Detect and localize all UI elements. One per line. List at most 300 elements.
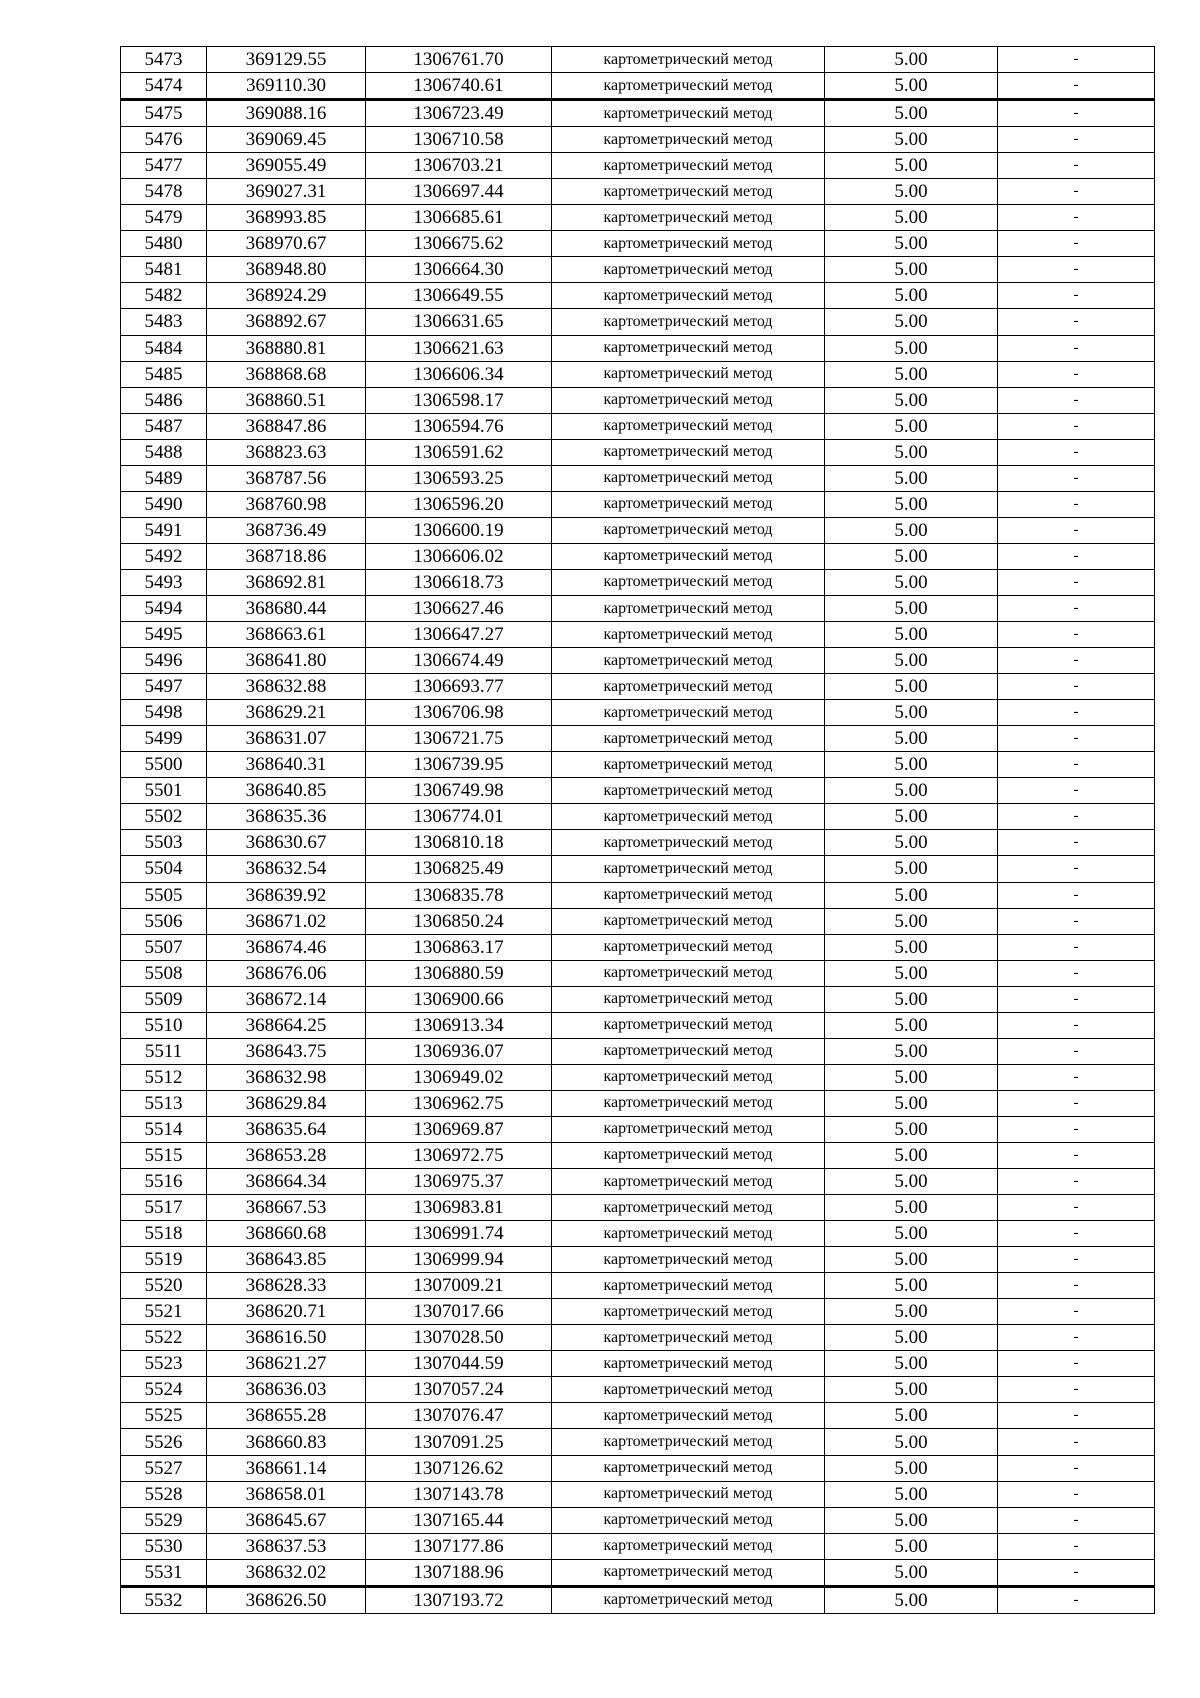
- note-cell: -: [998, 1195, 1155, 1221]
- table-row: [121, 1377, 1155, 1403]
- method-cell: картометрический метод: [552, 127, 825, 153]
- accuracy-cell: 5.00: [825, 1559, 998, 1586]
- table-row: [121, 309, 1155, 335]
- method-cell: картометрический метод: [552, 1221, 825, 1247]
- point-number-cell: 5491: [121, 517, 207, 543]
- table-row: [121, 804, 1155, 830]
- note-cell: -: [998, 1221, 1155, 1247]
- x-coordinate-cell: 368643.75: [207, 1038, 366, 1064]
- x-coordinate-cell: 368635.64: [207, 1116, 366, 1142]
- note-cell: -: [998, 47, 1155, 73]
- y-coordinate-cell: 1306631.65: [366, 309, 552, 335]
- note-cell: -: [998, 700, 1155, 726]
- y-coordinate-cell: 1307165.44: [366, 1507, 552, 1533]
- accuracy-cell: 5.00: [825, 1325, 998, 1351]
- y-coordinate-cell: 1306900.66: [366, 986, 552, 1012]
- method-cell: картометрический метод: [552, 1064, 825, 1090]
- method-cell: картометрический метод: [552, 595, 825, 621]
- accuracy-cell: 5.00: [825, 205, 998, 231]
- note-cell: -: [998, 205, 1155, 231]
- point-number-cell: 5509: [121, 986, 207, 1012]
- point-number-cell: 5521: [121, 1299, 207, 1325]
- method-cell: картометрический метод: [552, 1533, 825, 1559]
- accuracy-cell: 5.00: [825, 465, 998, 491]
- x-coordinate-cell: 368847.86: [207, 413, 366, 439]
- table-row: [121, 127, 1155, 153]
- method-cell: картометрический метод: [552, 153, 825, 179]
- point-number-cell: 5480: [121, 231, 207, 257]
- note-cell: -: [998, 622, 1155, 648]
- method-cell: картометрический метод: [552, 1403, 825, 1429]
- point-number-cell: 5524: [121, 1377, 207, 1403]
- point-number-cell: 5505: [121, 882, 207, 908]
- point-number-cell: 5522: [121, 1325, 207, 1351]
- x-coordinate-cell: 368787.56: [207, 465, 366, 491]
- method-cell: картометрический метод: [552, 752, 825, 778]
- note-cell: -: [998, 1142, 1155, 1168]
- method-cell: картометрический метод: [552, 1559, 825, 1586]
- method-cell: картометрический метод: [552, 1195, 825, 1221]
- accuracy-cell: 5.00: [825, 569, 998, 595]
- note-cell: -: [998, 1169, 1155, 1195]
- accuracy-cell: 5.00: [825, 674, 998, 700]
- table-row: [121, 700, 1155, 726]
- table-row: [121, 465, 1155, 491]
- x-coordinate-cell: 368924.29: [207, 283, 366, 309]
- accuracy-cell: 5.00: [825, 439, 998, 465]
- accuracy-cell: 5.00: [825, 309, 998, 335]
- table-row: [121, 73, 1155, 100]
- y-coordinate-cell: 1306649.55: [366, 283, 552, 309]
- accuracy-cell: 5.00: [825, 986, 998, 1012]
- point-number-cell: 5512: [121, 1064, 207, 1090]
- x-coordinate-cell: 368632.02: [207, 1559, 366, 1586]
- method-cell: картометрический метод: [552, 335, 825, 361]
- method-cell: картометрический метод: [552, 517, 825, 543]
- coordinates-table: [120, 46, 1155, 1614]
- x-coordinate-cell: 368948.80: [207, 257, 366, 283]
- table-row: [121, 1247, 1155, 1273]
- note-cell: -: [998, 543, 1155, 569]
- point-number-cell: 5487: [121, 413, 207, 439]
- point-number-cell: 5520: [121, 1273, 207, 1299]
- y-coordinate-cell: 1306863.17: [366, 934, 552, 960]
- note-cell: -: [998, 648, 1155, 674]
- method-cell: картометрический метод: [552, 778, 825, 804]
- x-coordinate-cell: 368860.51: [207, 387, 366, 413]
- note-cell: -: [998, 1299, 1155, 1325]
- note-cell: -: [998, 960, 1155, 986]
- method-cell: картометрический метод: [552, 1455, 825, 1481]
- y-coordinate-cell: 1306593.25: [366, 465, 552, 491]
- y-coordinate-cell: 1306606.02: [366, 543, 552, 569]
- point-number-cell: 5530: [121, 1533, 207, 1559]
- point-number-cell: 5515: [121, 1142, 207, 1168]
- method-cell: картометрический метод: [552, 1325, 825, 1351]
- method-cell: картометрический метод: [552, 1038, 825, 1064]
- accuracy-cell: 5.00: [825, 1221, 998, 1247]
- table-body: [121, 47, 1155, 1614]
- accuracy-cell: 5.00: [825, 1247, 998, 1273]
- method-cell: картометрический метод: [552, 543, 825, 569]
- method-cell: картометрический метод: [552, 1377, 825, 1403]
- x-coordinate-cell: 368692.81: [207, 569, 366, 595]
- note-cell: -: [998, 908, 1155, 934]
- x-coordinate-cell: 368658.01: [207, 1481, 366, 1507]
- note-cell: -: [998, 882, 1155, 908]
- x-coordinate-cell: 368641.80: [207, 648, 366, 674]
- accuracy-cell: 5.00: [825, 231, 998, 257]
- point-number-cell: 5484: [121, 335, 207, 361]
- x-coordinate-cell: 368892.67: [207, 309, 366, 335]
- method-cell: картометрический метод: [552, 413, 825, 439]
- accuracy-cell: 5.00: [825, 361, 998, 387]
- x-coordinate-cell: 368660.83: [207, 1429, 366, 1455]
- y-coordinate-cell: 1306706.98: [366, 700, 552, 726]
- table-row: [121, 1116, 1155, 1142]
- y-coordinate-cell: 1306936.07: [366, 1038, 552, 1064]
- table-row: [121, 1429, 1155, 1455]
- point-number-cell: 5507: [121, 934, 207, 960]
- y-coordinate-cell: 1306685.61: [366, 205, 552, 231]
- accuracy-cell: 5.00: [825, 1038, 998, 1064]
- method-cell: картометрический метод: [552, 387, 825, 413]
- y-coordinate-cell: 1306983.81: [366, 1195, 552, 1221]
- x-coordinate-cell: 368640.31: [207, 752, 366, 778]
- x-coordinate-cell: 368868.68: [207, 361, 366, 387]
- method-cell: картометрический метод: [552, 700, 825, 726]
- method-cell: картометрический метод: [552, 856, 825, 882]
- point-number-cell: 5473: [121, 47, 207, 73]
- point-number-cell: 5532: [121, 1586, 207, 1613]
- y-coordinate-cell: 1306962.75: [366, 1090, 552, 1116]
- x-coordinate-cell: 368628.33: [207, 1273, 366, 1299]
- point-number-cell: 5528: [121, 1481, 207, 1507]
- note-cell: -: [998, 127, 1155, 153]
- x-coordinate-cell: 368653.28: [207, 1142, 366, 1168]
- method-cell: картометрический метод: [552, 1586, 825, 1613]
- point-number-cell: 5502: [121, 804, 207, 830]
- table-row: [121, 1090, 1155, 1116]
- accuracy-cell: 5.00: [825, 179, 998, 205]
- accuracy-cell: 5.00: [825, 1455, 998, 1481]
- note-cell: -: [998, 1586, 1155, 1613]
- y-coordinate-cell: 1306835.78: [366, 882, 552, 908]
- method-cell: картометрический метод: [552, 491, 825, 517]
- x-coordinate-cell: 368993.85: [207, 205, 366, 231]
- point-number-cell: 5513: [121, 1090, 207, 1116]
- point-number-cell: 5474: [121, 73, 207, 100]
- point-number-cell: 5510: [121, 1012, 207, 1038]
- accuracy-cell: 5.00: [825, 960, 998, 986]
- note-cell: -: [998, 1507, 1155, 1533]
- y-coordinate-cell: 1306825.49: [366, 856, 552, 882]
- x-coordinate-cell: 368632.88: [207, 674, 366, 700]
- x-coordinate-cell: 368636.03: [207, 1377, 366, 1403]
- x-coordinate-cell: 368736.49: [207, 517, 366, 543]
- y-coordinate-cell: 1306880.59: [366, 960, 552, 986]
- table-row: [121, 569, 1155, 595]
- accuracy-cell: 5.00: [825, 804, 998, 830]
- accuracy-cell: 5.00: [825, 1507, 998, 1533]
- accuracy-cell: 5.00: [825, 1116, 998, 1142]
- method-cell: картометрический метод: [552, 361, 825, 387]
- table-row: [121, 1325, 1155, 1351]
- note-cell: -: [998, 595, 1155, 621]
- y-coordinate-cell: 1306850.24: [366, 908, 552, 934]
- method-cell: картометрический метод: [552, 1273, 825, 1299]
- accuracy-cell: 5.00: [825, 882, 998, 908]
- table-row: [121, 648, 1155, 674]
- x-coordinate-cell: 369055.49: [207, 153, 366, 179]
- x-coordinate-cell: 368632.54: [207, 856, 366, 882]
- note-cell: -: [998, 1481, 1155, 1507]
- point-number-cell: 5523: [121, 1351, 207, 1377]
- x-coordinate-cell: 368672.14: [207, 986, 366, 1012]
- accuracy-cell: 5.00: [825, 1403, 998, 1429]
- x-coordinate-cell: 368676.06: [207, 960, 366, 986]
- table-row: [121, 361, 1155, 387]
- y-coordinate-cell: 1306600.19: [366, 517, 552, 543]
- accuracy-cell: 5.00: [825, 752, 998, 778]
- point-number-cell: 5490: [121, 491, 207, 517]
- note-cell: -: [998, 934, 1155, 960]
- y-coordinate-cell: 1306975.37: [366, 1169, 552, 1195]
- method-cell: картометрический метод: [552, 1507, 825, 1533]
- note-cell: -: [998, 804, 1155, 830]
- table-row: [121, 1533, 1155, 1559]
- note-cell: -: [998, 674, 1155, 700]
- y-coordinate-cell: 1306664.30: [366, 257, 552, 283]
- note-cell: -: [998, 491, 1155, 517]
- method-cell: картометрический метод: [552, 674, 825, 700]
- point-number-cell: 5475: [121, 100, 207, 127]
- x-coordinate-cell: 368629.84: [207, 1090, 366, 1116]
- table-row: [121, 1586, 1155, 1613]
- note-cell: -: [998, 1038, 1155, 1064]
- x-coordinate-cell: 368639.92: [207, 882, 366, 908]
- y-coordinate-cell: 1307009.21: [366, 1273, 552, 1299]
- y-coordinate-cell: 1306598.17: [366, 387, 552, 413]
- point-number-cell: 5492: [121, 543, 207, 569]
- y-coordinate-cell: 1306627.46: [366, 595, 552, 621]
- note-cell: -: [998, 361, 1155, 387]
- y-coordinate-cell: 1307057.24: [366, 1377, 552, 1403]
- point-number-cell: 5526: [121, 1429, 207, 1455]
- y-coordinate-cell: 1306675.62: [366, 231, 552, 257]
- accuracy-cell: 5.00: [825, 1012, 998, 1038]
- point-number-cell: 5478: [121, 179, 207, 205]
- x-coordinate-cell: 368660.68: [207, 1221, 366, 1247]
- y-coordinate-cell: 1306774.01: [366, 804, 552, 830]
- x-coordinate-cell: 368637.53: [207, 1533, 366, 1559]
- point-number-cell: 5486: [121, 387, 207, 413]
- note-cell: -: [998, 413, 1155, 439]
- x-coordinate-cell: 368616.50: [207, 1325, 366, 1351]
- point-number-cell: 5529: [121, 1507, 207, 1533]
- x-coordinate-cell: 369027.31: [207, 179, 366, 205]
- method-cell: картометрический метод: [552, 908, 825, 934]
- y-coordinate-cell: 1307017.66: [366, 1299, 552, 1325]
- point-number-cell: 5485: [121, 361, 207, 387]
- table-row: [121, 908, 1155, 934]
- table-row: [121, 986, 1155, 1012]
- accuracy-cell: 5.00: [825, 413, 998, 439]
- accuracy-cell: 5.00: [825, 73, 998, 100]
- y-coordinate-cell: 1307177.86: [366, 1533, 552, 1559]
- table-row: [121, 1038, 1155, 1064]
- note-cell: -: [998, 283, 1155, 309]
- method-cell: картометрический метод: [552, 986, 825, 1012]
- point-number-cell: 5479: [121, 205, 207, 231]
- accuracy-cell: 5.00: [825, 387, 998, 413]
- y-coordinate-cell: 1307091.25: [366, 1429, 552, 1455]
- x-coordinate-cell: 368663.61: [207, 622, 366, 648]
- table-row: [121, 674, 1155, 700]
- method-cell: картометрический метод: [552, 830, 825, 856]
- x-coordinate-cell: 368629.21: [207, 700, 366, 726]
- point-number-cell: 5519: [121, 1247, 207, 1273]
- accuracy-cell: 5.00: [825, 908, 998, 934]
- y-coordinate-cell: 1306621.63: [366, 335, 552, 361]
- table-row: [121, 517, 1155, 543]
- note-cell: -: [998, 1116, 1155, 1142]
- table-row: [121, 752, 1155, 778]
- point-number-cell: 5482: [121, 283, 207, 309]
- table-row: [121, 1403, 1155, 1429]
- table-row: [121, 1455, 1155, 1481]
- x-coordinate-cell: 368661.14: [207, 1455, 366, 1481]
- x-coordinate-cell: 368880.81: [207, 335, 366, 361]
- note-cell: -: [998, 1429, 1155, 1455]
- x-coordinate-cell: 368620.71: [207, 1299, 366, 1325]
- point-number-cell: 5527: [121, 1455, 207, 1481]
- note-cell: -: [998, 986, 1155, 1012]
- table-row: [121, 856, 1155, 882]
- x-coordinate-cell: 368640.85: [207, 778, 366, 804]
- point-number-cell: 5525: [121, 1403, 207, 1429]
- method-cell: картометрический метод: [552, 231, 825, 257]
- note-cell: -: [998, 1012, 1155, 1038]
- table-row: [121, 1481, 1155, 1507]
- y-coordinate-cell: 1306761.70: [366, 47, 552, 73]
- accuracy-cell: 5.00: [825, 335, 998, 361]
- x-coordinate-cell: 369088.16: [207, 100, 366, 127]
- y-coordinate-cell: 1306594.76: [366, 413, 552, 439]
- x-coordinate-cell: 369110.30: [207, 73, 366, 100]
- table-row: [121, 1142, 1155, 1168]
- y-coordinate-cell: 1306949.02: [366, 1064, 552, 1090]
- y-coordinate-cell: 1307193.72: [366, 1586, 552, 1613]
- method-cell: картометрический метод: [552, 73, 825, 100]
- table-row: [121, 1351, 1155, 1377]
- x-coordinate-cell: 368655.28: [207, 1403, 366, 1429]
- note-cell: -: [998, 830, 1155, 856]
- note-cell: -: [998, 439, 1155, 465]
- accuracy-cell: 5.00: [825, 1273, 998, 1299]
- method-cell: картометрический метод: [552, 257, 825, 283]
- method-cell: картометрический метод: [552, 309, 825, 335]
- method-cell: картометрический метод: [552, 283, 825, 309]
- point-number-cell: 5514: [121, 1116, 207, 1142]
- note-cell: -: [998, 517, 1155, 543]
- method-cell: картометрический метод: [552, 622, 825, 648]
- y-coordinate-cell: 1306606.34: [366, 361, 552, 387]
- note-cell: -: [998, 1455, 1155, 1481]
- accuracy-cell: 5.00: [825, 47, 998, 73]
- note-cell: -: [998, 100, 1155, 127]
- method-cell: картометрический метод: [552, 1351, 825, 1377]
- y-coordinate-cell: 1307188.96: [366, 1559, 552, 1586]
- note-cell: -: [998, 778, 1155, 804]
- point-number-cell: 5499: [121, 726, 207, 752]
- accuracy-cell: 5.00: [825, 1142, 998, 1168]
- table-row: [121, 179, 1155, 205]
- y-coordinate-cell: 1306972.75: [366, 1142, 552, 1168]
- y-coordinate-cell: 1306647.27: [366, 622, 552, 648]
- accuracy-cell: 5.00: [825, 491, 998, 517]
- x-coordinate-cell: 368645.67: [207, 1507, 366, 1533]
- accuracy-cell: 5.00: [825, 1169, 998, 1195]
- point-number-cell: 5508: [121, 960, 207, 986]
- point-number-cell: 5476: [121, 127, 207, 153]
- table-row: [121, 413, 1155, 439]
- method-cell: картометрический метод: [552, 726, 825, 752]
- table-row: [121, 1507, 1155, 1533]
- note-cell: -: [998, 1533, 1155, 1559]
- accuracy-cell: 5.00: [825, 127, 998, 153]
- x-coordinate-cell: 368674.46: [207, 934, 366, 960]
- table-row: [121, 1012, 1155, 1038]
- table-row: [121, 726, 1155, 752]
- table-row: [121, 934, 1155, 960]
- y-coordinate-cell: 1307044.59: [366, 1351, 552, 1377]
- y-coordinate-cell: 1306710.58: [366, 127, 552, 153]
- method-cell: картометрический метод: [552, 1012, 825, 1038]
- table-row: [121, 283, 1155, 309]
- table-row: [121, 543, 1155, 569]
- method-cell: картометрический метод: [552, 100, 825, 127]
- table-row: [121, 1221, 1155, 1247]
- accuracy-cell: 5.00: [825, 1377, 998, 1403]
- note-cell: -: [998, 465, 1155, 491]
- y-coordinate-cell: 1306740.61: [366, 73, 552, 100]
- y-coordinate-cell: 1306674.49: [366, 648, 552, 674]
- x-coordinate-cell: 368631.07: [207, 726, 366, 752]
- point-number-cell: 5498: [121, 700, 207, 726]
- method-cell: картометрический метод: [552, 179, 825, 205]
- accuracy-cell: 5.00: [825, 726, 998, 752]
- point-number-cell: 5477: [121, 153, 207, 179]
- method-cell: картометрический метод: [552, 569, 825, 595]
- note-cell: -: [998, 1351, 1155, 1377]
- method-cell: картометрический метод: [552, 1142, 825, 1168]
- accuracy-cell: 5.00: [825, 1429, 998, 1455]
- table-row: [121, 882, 1155, 908]
- accuracy-cell: 5.00: [825, 100, 998, 127]
- method-cell: картометрический метод: [552, 465, 825, 491]
- table-row: [121, 153, 1155, 179]
- accuracy-cell: 5.00: [825, 700, 998, 726]
- note-cell: -: [998, 726, 1155, 752]
- table-row: [121, 595, 1155, 621]
- note-cell: -: [998, 257, 1155, 283]
- method-cell: картометрический метод: [552, 439, 825, 465]
- point-number-cell: 5516: [121, 1169, 207, 1195]
- point-number-cell: 5500: [121, 752, 207, 778]
- accuracy-cell: 5.00: [825, 257, 998, 283]
- y-coordinate-cell: 1306739.95: [366, 752, 552, 778]
